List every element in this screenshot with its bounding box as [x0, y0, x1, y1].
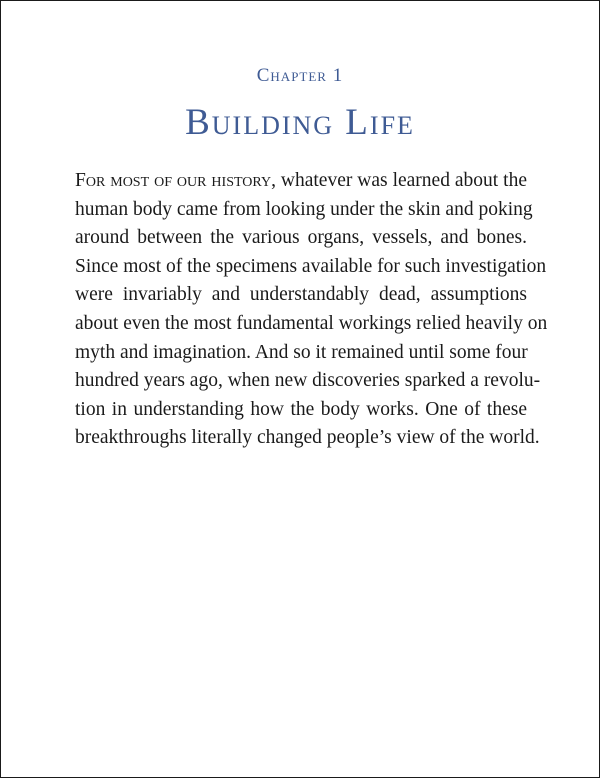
- chapter-title: Building Life: [185, 102, 415, 143]
- paragraph-line: breakthroughs literally changed people’s view of the world.: [75, 427, 540, 449]
- paragraph-line: [75, 167, 527, 196]
- paragraph-line: about even the most fundamental workings relied heavily on: [75, 312, 548, 334]
- paragraph-line: myth and imagination. And so it remained until some four: [75, 341, 528, 363]
- paragraph-line: tion in understanding how the body works. One of these: [75, 398, 527, 420]
- body-paragraph: [75, 167, 548, 453]
- paragraph-line: human body came from looking under the skin and poking: [75, 198, 533, 220]
- paragraph-line: Since most of the specimens available for such investigation: [75, 255, 547, 277]
- chapter-number: Chapter 1: [256, 65, 344, 86]
- paragraph-line: hundred years ago, when new discoveries sparked a revolu-: [75, 370, 541, 392]
- paragraph-line: were invariably and understandably dead, assumptions: [75, 284, 527, 306]
- paragraph-lead-in: For most of our history,: [75, 170, 276, 191]
- paragraph-line: around between the various organs, vessels, and bones.: [75, 227, 527, 249]
- paragraph-line-text: whatever was learned about the: [275, 170, 527, 191]
